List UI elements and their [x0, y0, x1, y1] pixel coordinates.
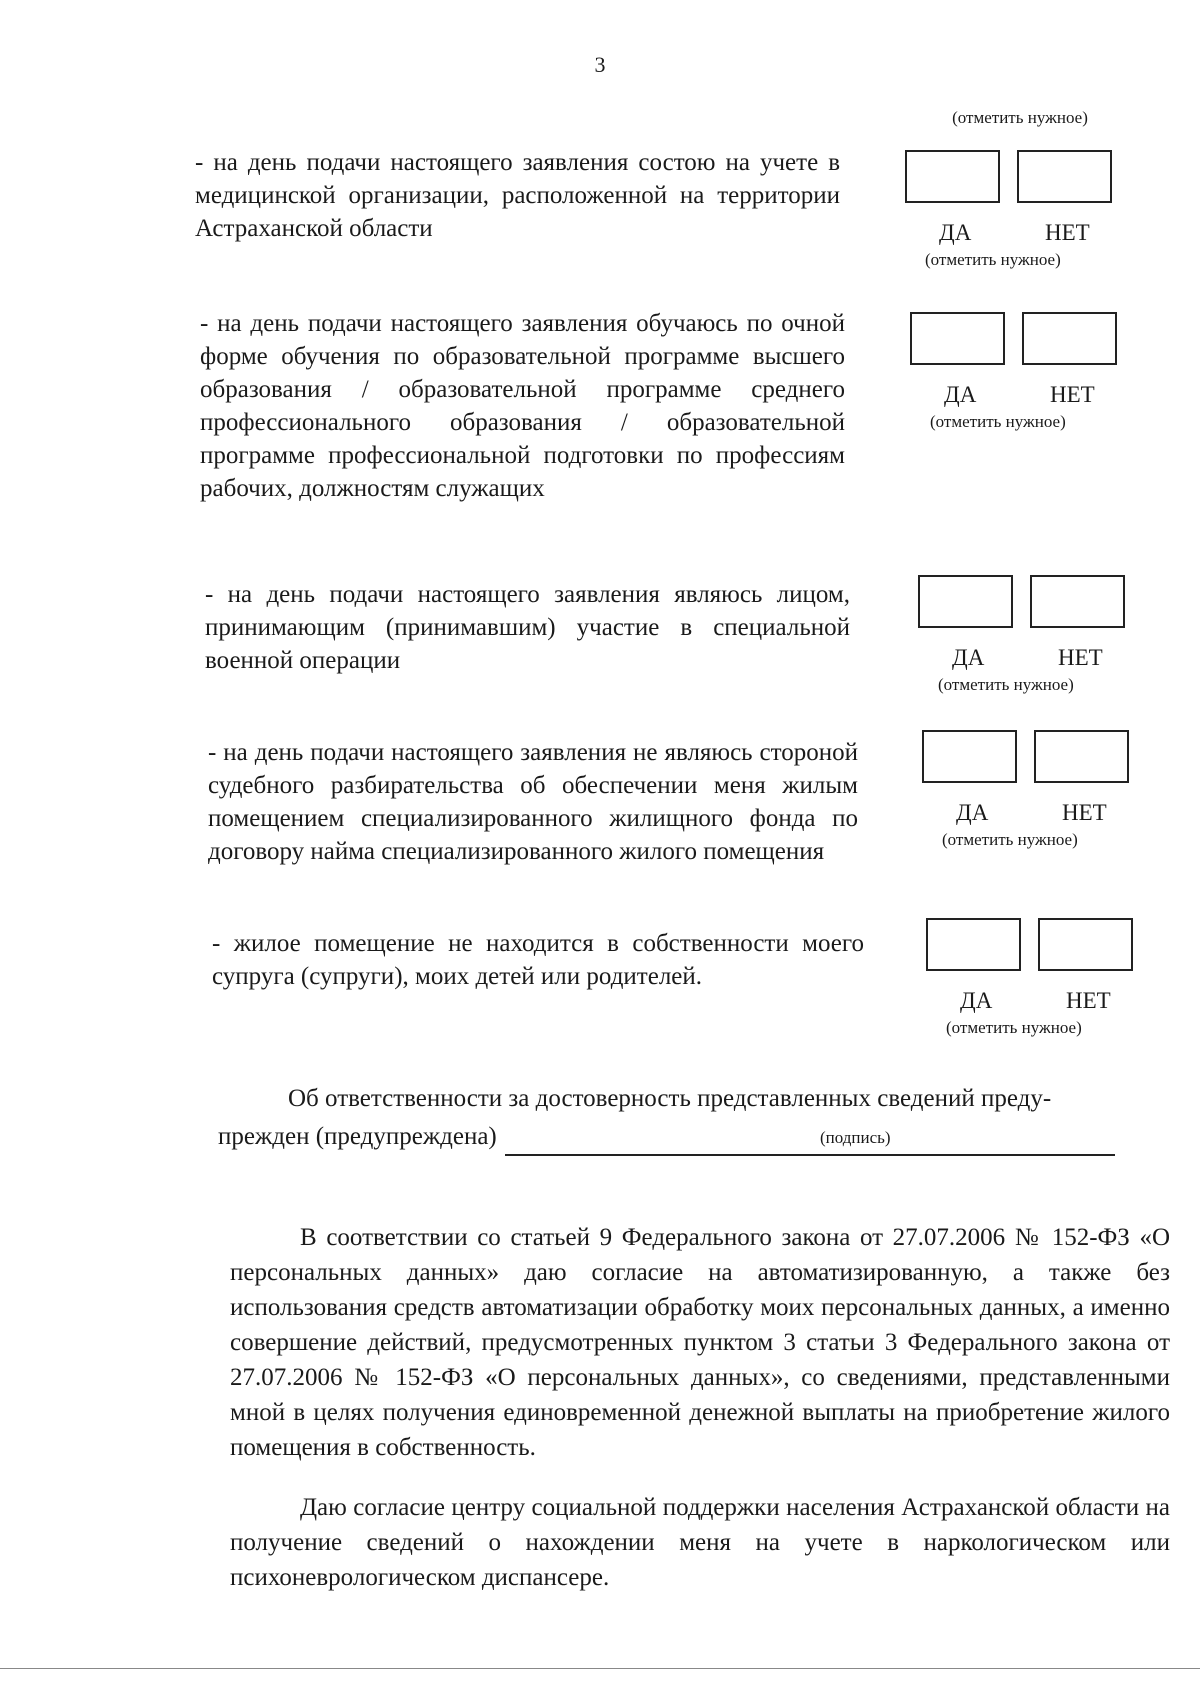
label-yes: ДА: [939, 220, 972, 245]
statement-medical-registration: - на день подачи настоящего заявления состою на учете в медицинской организации, расположенной на территории Астраханской области: [195, 149, 840, 242]
mark-hint: (отметить нужное): [938, 675, 1074, 694]
label-yes: ДА: [956, 800, 989, 825]
checkbox-yes[interactable]: [910, 312, 1005, 365]
label-yes: ДА: [952, 645, 985, 670]
page-number: 3: [594, 52, 606, 77]
checkbox-yes[interactable]: [918, 575, 1013, 628]
checkbox-no[interactable]: [1030, 575, 1125, 628]
mark-hint: (отметить нужное): [930, 412, 1066, 431]
mark-hint: (отметить нужное): [925, 250, 1061, 269]
personal-data-consent: В соответствии со статьей 9 Федерального закона от 27.07.2006 № 152-ФЗ «О персональных данных» даю согласие на автоматизированную, а также без использования средств автоматизации обработку моих персональных данных, а именно совершение действий, предусмотренных пунктом 3 статьи 3 Федерального закона от 27.07.2006 № 152-ФЗ «О персональных данных», со сведениями, представленными мной в целях получения единовременной денежной выплаты на приобретение жилого помещения в собственность.: [230, 1224, 1170, 1461]
top-hint: (отметить нужное): [952, 108, 1088, 127]
bottom-rule: [0, 1668, 1200, 1669]
checkbox-no[interactable]: [1034, 730, 1129, 783]
responsibility-warning: [218, 1080, 1158, 1156]
label-no: НЕТ: [1045, 220, 1090, 245]
checkbox-yes[interactable]: [905, 150, 1000, 203]
statement-military-operation: - на день подачи настоящего заявления являюсь лицом, принимающим (принимавшим) участие в специальной военной операции: [205, 581, 850, 674]
checkbox-no[interactable]: [1017, 150, 1112, 203]
statement-no-litigation: - на день подачи настоящего заявления не являюсь стороной судебного разбирательства об обеспечении меня жилым помещением специализированного жилищного фонда по договору найма специализированного жилого помещения: [208, 739, 858, 865]
warning-line-2-row: [218, 1118, 1158, 1156]
warning-line-2: прежден (предупреждена): [218, 1123, 497, 1150]
statement-full-time-education: - на день подачи настоящего заявления обучаюсь по очной форме обучения по образовательной программе высшего образования / образовательной программе среднего профессионального образования / образовательной программе профессиональной подготовки по профессиям рабочих, должностям служащих: [200, 310, 845, 502]
warning-line-1: Об ответственности за достоверность представленных сведений преду-: [288, 1085, 1052, 1112]
statement-no-family-property: - жилое помещение не находится в собственности моего супруга (супруги), моих детей или родителей.: [212, 930, 864, 990]
label-no: НЕТ: [1062, 800, 1107, 825]
checkbox-no[interactable]: [1022, 312, 1117, 365]
dispensary-consent: Даю согласие центру социальной поддержки населения Астраханской области на получение сведений о нахождении меня на учете в наркологическом или психоневрологическом диспансере.: [230, 1494, 1170, 1591]
mark-hint: (отметить нужное): [946, 1018, 1082, 1037]
label-yes: ДА: [944, 382, 977, 407]
label-no: НЕТ: [1066, 988, 1111, 1013]
checkbox-no[interactable]: [1038, 918, 1133, 971]
signature-caption: (подпись): [820, 1128, 891, 1147]
label-no: НЕТ: [1058, 645, 1103, 670]
label-no: НЕТ: [1050, 382, 1095, 407]
label-yes: ДА: [960, 988, 993, 1013]
signature-field[interactable]: [505, 1126, 1115, 1156]
checkbox-yes[interactable]: [922, 730, 1017, 783]
mark-hint: (отметить нужное): [942, 830, 1078, 849]
checkbox-yes[interactable]: [926, 918, 1021, 971]
